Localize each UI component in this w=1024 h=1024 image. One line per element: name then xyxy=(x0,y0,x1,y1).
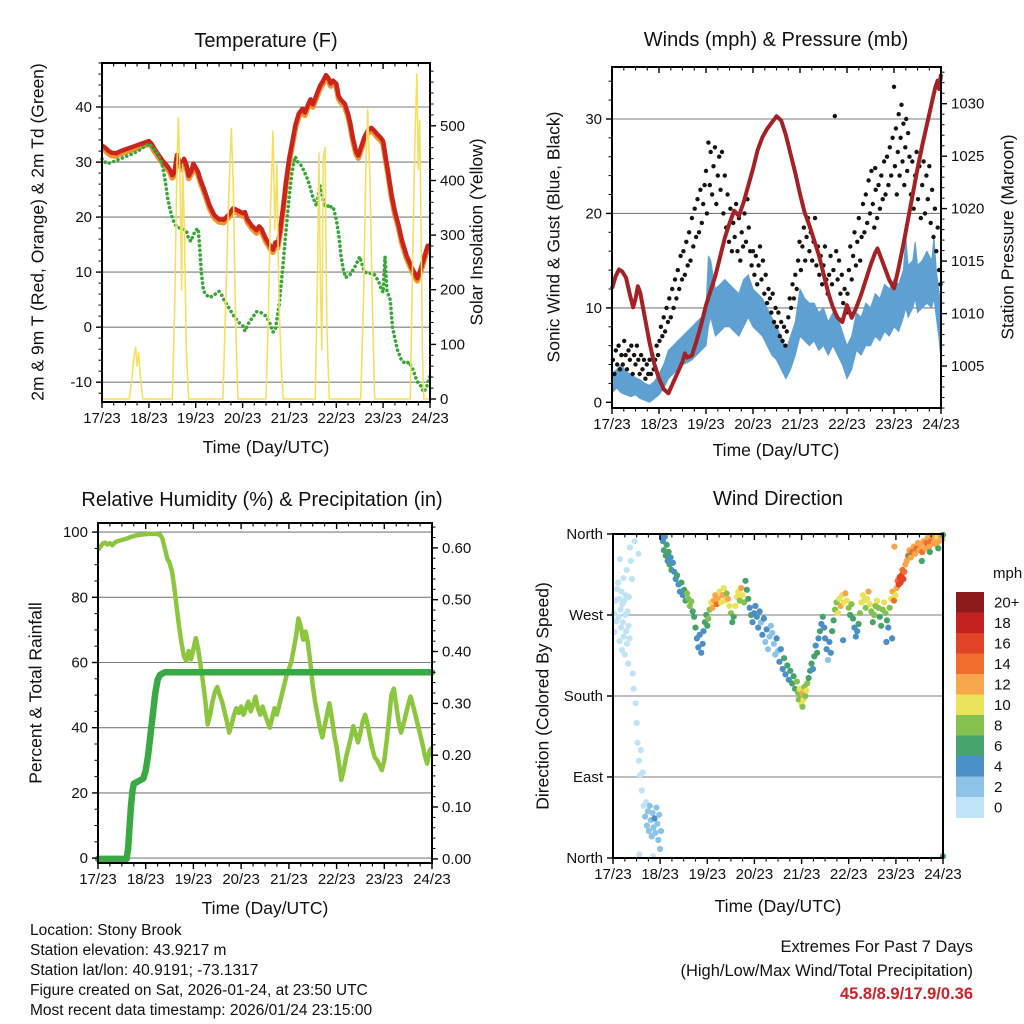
svg-text:6: 6 xyxy=(994,737,1003,755)
svg-text:18/23: 18/23 xyxy=(641,866,679,883)
2m-temperature xyxy=(102,75,430,278)
svg-text:0.40: 0.40 xyxy=(442,643,472,661)
svg-text:18: 18 xyxy=(994,614,1011,632)
svg-text:0: 0 xyxy=(79,850,88,868)
humidity-chart xyxy=(63,523,471,888)
svg-text:18/23: 18/23 xyxy=(640,416,678,433)
svg-text:0.20: 0.20 xyxy=(442,747,472,765)
svg-text:20/23: 20/23 xyxy=(223,410,262,427)
svg-text:20: 20 xyxy=(75,209,92,227)
svg-text:21/23: 21/23 xyxy=(270,871,308,888)
svg-text:23/23: 23/23 xyxy=(877,866,915,883)
svg-text:16: 16 xyxy=(994,635,1011,653)
svg-text:20/23: 20/23 xyxy=(734,416,772,433)
svg-text:40: 40 xyxy=(71,719,88,737)
svg-text:22/23: 22/23 xyxy=(317,871,356,888)
station-elevation: Station elevation: 43.9217 m xyxy=(30,942,227,959)
extremes-values: 45.8/8.9/17.9/0.36 xyxy=(839,985,973,1003)
winds-left-axis-label: Sonic Wind & Gust (Blue, Black) xyxy=(543,111,564,363)
svg-text:1020: 1020 xyxy=(951,200,985,218)
svg-text:22/23: 22/23 xyxy=(829,866,868,883)
svg-text:West: West xyxy=(569,607,603,624)
svg-text:20+: 20+ xyxy=(994,594,1020,612)
svg-text:0.60: 0.60 xyxy=(442,539,472,557)
winds-chart-title: Winds (mph) & Pressure (mb) xyxy=(643,29,909,51)
svg-text:20: 20 xyxy=(585,205,602,223)
svg-text:1010: 1010 xyxy=(951,305,985,323)
svg-text:North: North xyxy=(566,526,603,543)
svg-text:19/23: 19/23 xyxy=(176,410,215,427)
svg-text:East: East xyxy=(572,769,603,786)
svg-text:23/23: 23/23 xyxy=(875,416,913,433)
svg-text:12: 12 xyxy=(994,676,1011,694)
temperature-left-axis-label: 2m & 9m T (Red, Orange) & 2m Td (Green) xyxy=(27,63,48,401)
temperature-chart-title: Temperature (F) xyxy=(194,30,338,52)
station-location: Location: Stony Brook xyxy=(30,922,182,939)
svg-text:40: 40 xyxy=(75,99,92,116)
winds-chart xyxy=(585,67,984,433)
extremes-summary xyxy=(680,936,973,1007)
svg-text:18/23: 18/23 xyxy=(130,410,168,427)
wind-direction-x-axis-label: Time (Day/UTC) xyxy=(714,896,842,916)
wind-direction-chart xyxy=(563,526,1023,883)
svg-text:0: 0 xyxy=(440,391,449,408)
9m-temperature xyxy=(102,78,430,281)
svg-text:0.00: 0.00 xyxy=(442,850,472,868)
svg-text:20: 20 xyxy=(71,784,88,802)
winds-x-axis-label: Time (Day/UTC) xyxy=(712,440,840,460)
svg-text:2: 2 xyxy=(994,778,1003,796)
svg-text:0.10: 0.10 xyxy=(442,799,472,816)
svg-text:24/23: 24/23 xyxy=(411,410,449,427)
svg-text:1005: 1005 xyxy=(951,358,985,375)
svg-text:1015: 1015 xyxy=(951,253,985,271)
most-recent-data-timestamp: Most recent data timestamp: 2026/01/24 23:15:00 xyxy=(30,1002,373,1019)
temperature-x-axis-label: Time (Day/UTC) xyxy=(202,437,330,457)
svg-text:0: 0 xyxy=(994,799,1003,817)
svg-text:500: 500 xyxy=(440,117,466,135)
svg-text:19/23: 19/23 xyxy=(687,416,725,433)
svg-text:60: 60 xyxy=(71,654,88,672)
svg-text:-10: -10 xyxy=(70,374,92,392)
svg-text:1025: 1025 xyxy=(951,148,985,166)
figure-created-timestamp: Figure created on Sat, 2026-01-24, at 23:50 UTC xyxy=(30,982,368,999)
svg-text:23/23: 23/23 xyxy=(365,871,404,888)
svg-text:17/23: 17/23 xyxy=(83,410,121,427)
svg-text:100: 100 xyxy=(440,336,466,354)
svg-text:14: 14 xyxy=(994,655,1011,673)
svg-text:4: 4 xyxy=(994,758,1003,776)
humidity-chart-title: Relative Humidity (%) & Precipitation (in) xyxy=(81,489,443,511)
svg-text:10: 10 xyxy=(75,264,92,282)
svg-text:17/23: 17/23 xyxy=(593,416,631,433)
station-info xyxy=(30,921,372,1021)
svg-text:400: 400 xyxy=(440,172,466,190)
svg-text:20/23: 20/23 xyxy=(222,871,260,888)
svg-text:22/23: 22/23 xyxy=(828,416,866,433)
svg-text:300: 300 xyxy=(440,227,466,245)
wind-direction-left-axis-label: Direction (Colored By Speed) xyxy=(532,582,553,810)
speed-color-legend xyxy=(956,592,1020,818)
svg-text:0: 0 xyxy=(593,394,602,412)
svg-text:21/23: 21/23 xyxy=(781,416,819,433)
svg-text:21/23: 21/23 xyxy=(270,410,309,427)
svg-text:24/23: 24/23 xyxy=(922,416,960,433)
svg-text:22/23: 22/23 xyxy=(317,410,356,427)
svg-text:24/23: 24/23 xyxy=(413,871,451,888)
svg-text:19/23: 19/23 xyxy=(174,871,213,888)
svg-text:10: 10 xyxy=(994,696,1011,714)
extremes-subheading: (High/Low/Max Wind/Total Precipitation) xyxy=(680,961,973,980)
svg-text:South: South xyxy=(563,688,603,705)
2m-dewpoint xyxy=(102,144,430,392)
svg-text:North: North xyxy=(566,850,603,867)
wind-direction-chart-title: Wind Direction xyxy=(712,488,844,510)
svg-text:80: 80 xyxy=(71,589,88,607)
svg-text:10: 10 xyxy=(585,299,602,317)
svg-text:23/23: 23/23 xyxy=(364,410,402,427)
svg-text:0.30: 0.30 xyxy=(442,695,472,713)
humidity-left-axis-label: Percent & Total Rainfall xyxy=(25,602,46,784)
svg-text:17/23: 17/23 xyxy=(594,866,632,883)
winds-right-axis-label: Station Pressure (Maroon) xyxy=(997,134,1018,340)
svg-text:100: 100 xyxy=(62,524,88,542)
svg-text:20/23: 20/23 xyxy=(735,866,774,883)
svg-text:8: 8 xyxy=(994,717,1003,735)
svg-text:0: 0 xyxy=(83,319,92,337)
temperature-right-axis-label: Solar Insolation (Yellow) xyxy=(466,138,487,326)
svg-text:21/23: 21/23 xyxy=(782,866,821,883)
svg-text:18/23: 18/23 xyxy=(126,871,165,888)
svg-text:30: 30 xyxy=(75,154,92,172)
station-latlon: Station lat/lon: 40.9191; -73.1317 xyxy=(30,962,259,979)
svg-text:200: 200 xyxy=(440,281,466,299)
svg-text:19/23: 19/23 xyxy=(688,866,727,883)
svg-text:30: 30 xyxy=(585,111,602,128)
sonic-wind xyxy=(612,237,941,402)
svg-text:17/23: 17/23 xyxy=(79,871,117,888)
humidity-x-axis-label: Time (Day/UTC) xyxy=(201,898,329,918)
temperature-chart xyxy=(70,63,465,427)
extremes-heading: Extremes For Past 7 Days xyxy=(780,938,973,956)
svg-text:0.50: 0.50 xyxy=(442,591,472,609)
svg-text:24/23: 24/23 xyxy=(924,866,962,883)
svg-text:1030: 1030 xyxy=(951,95,985,113)
speed-legend-title: mph xyxy=(993,565,1023,582)
